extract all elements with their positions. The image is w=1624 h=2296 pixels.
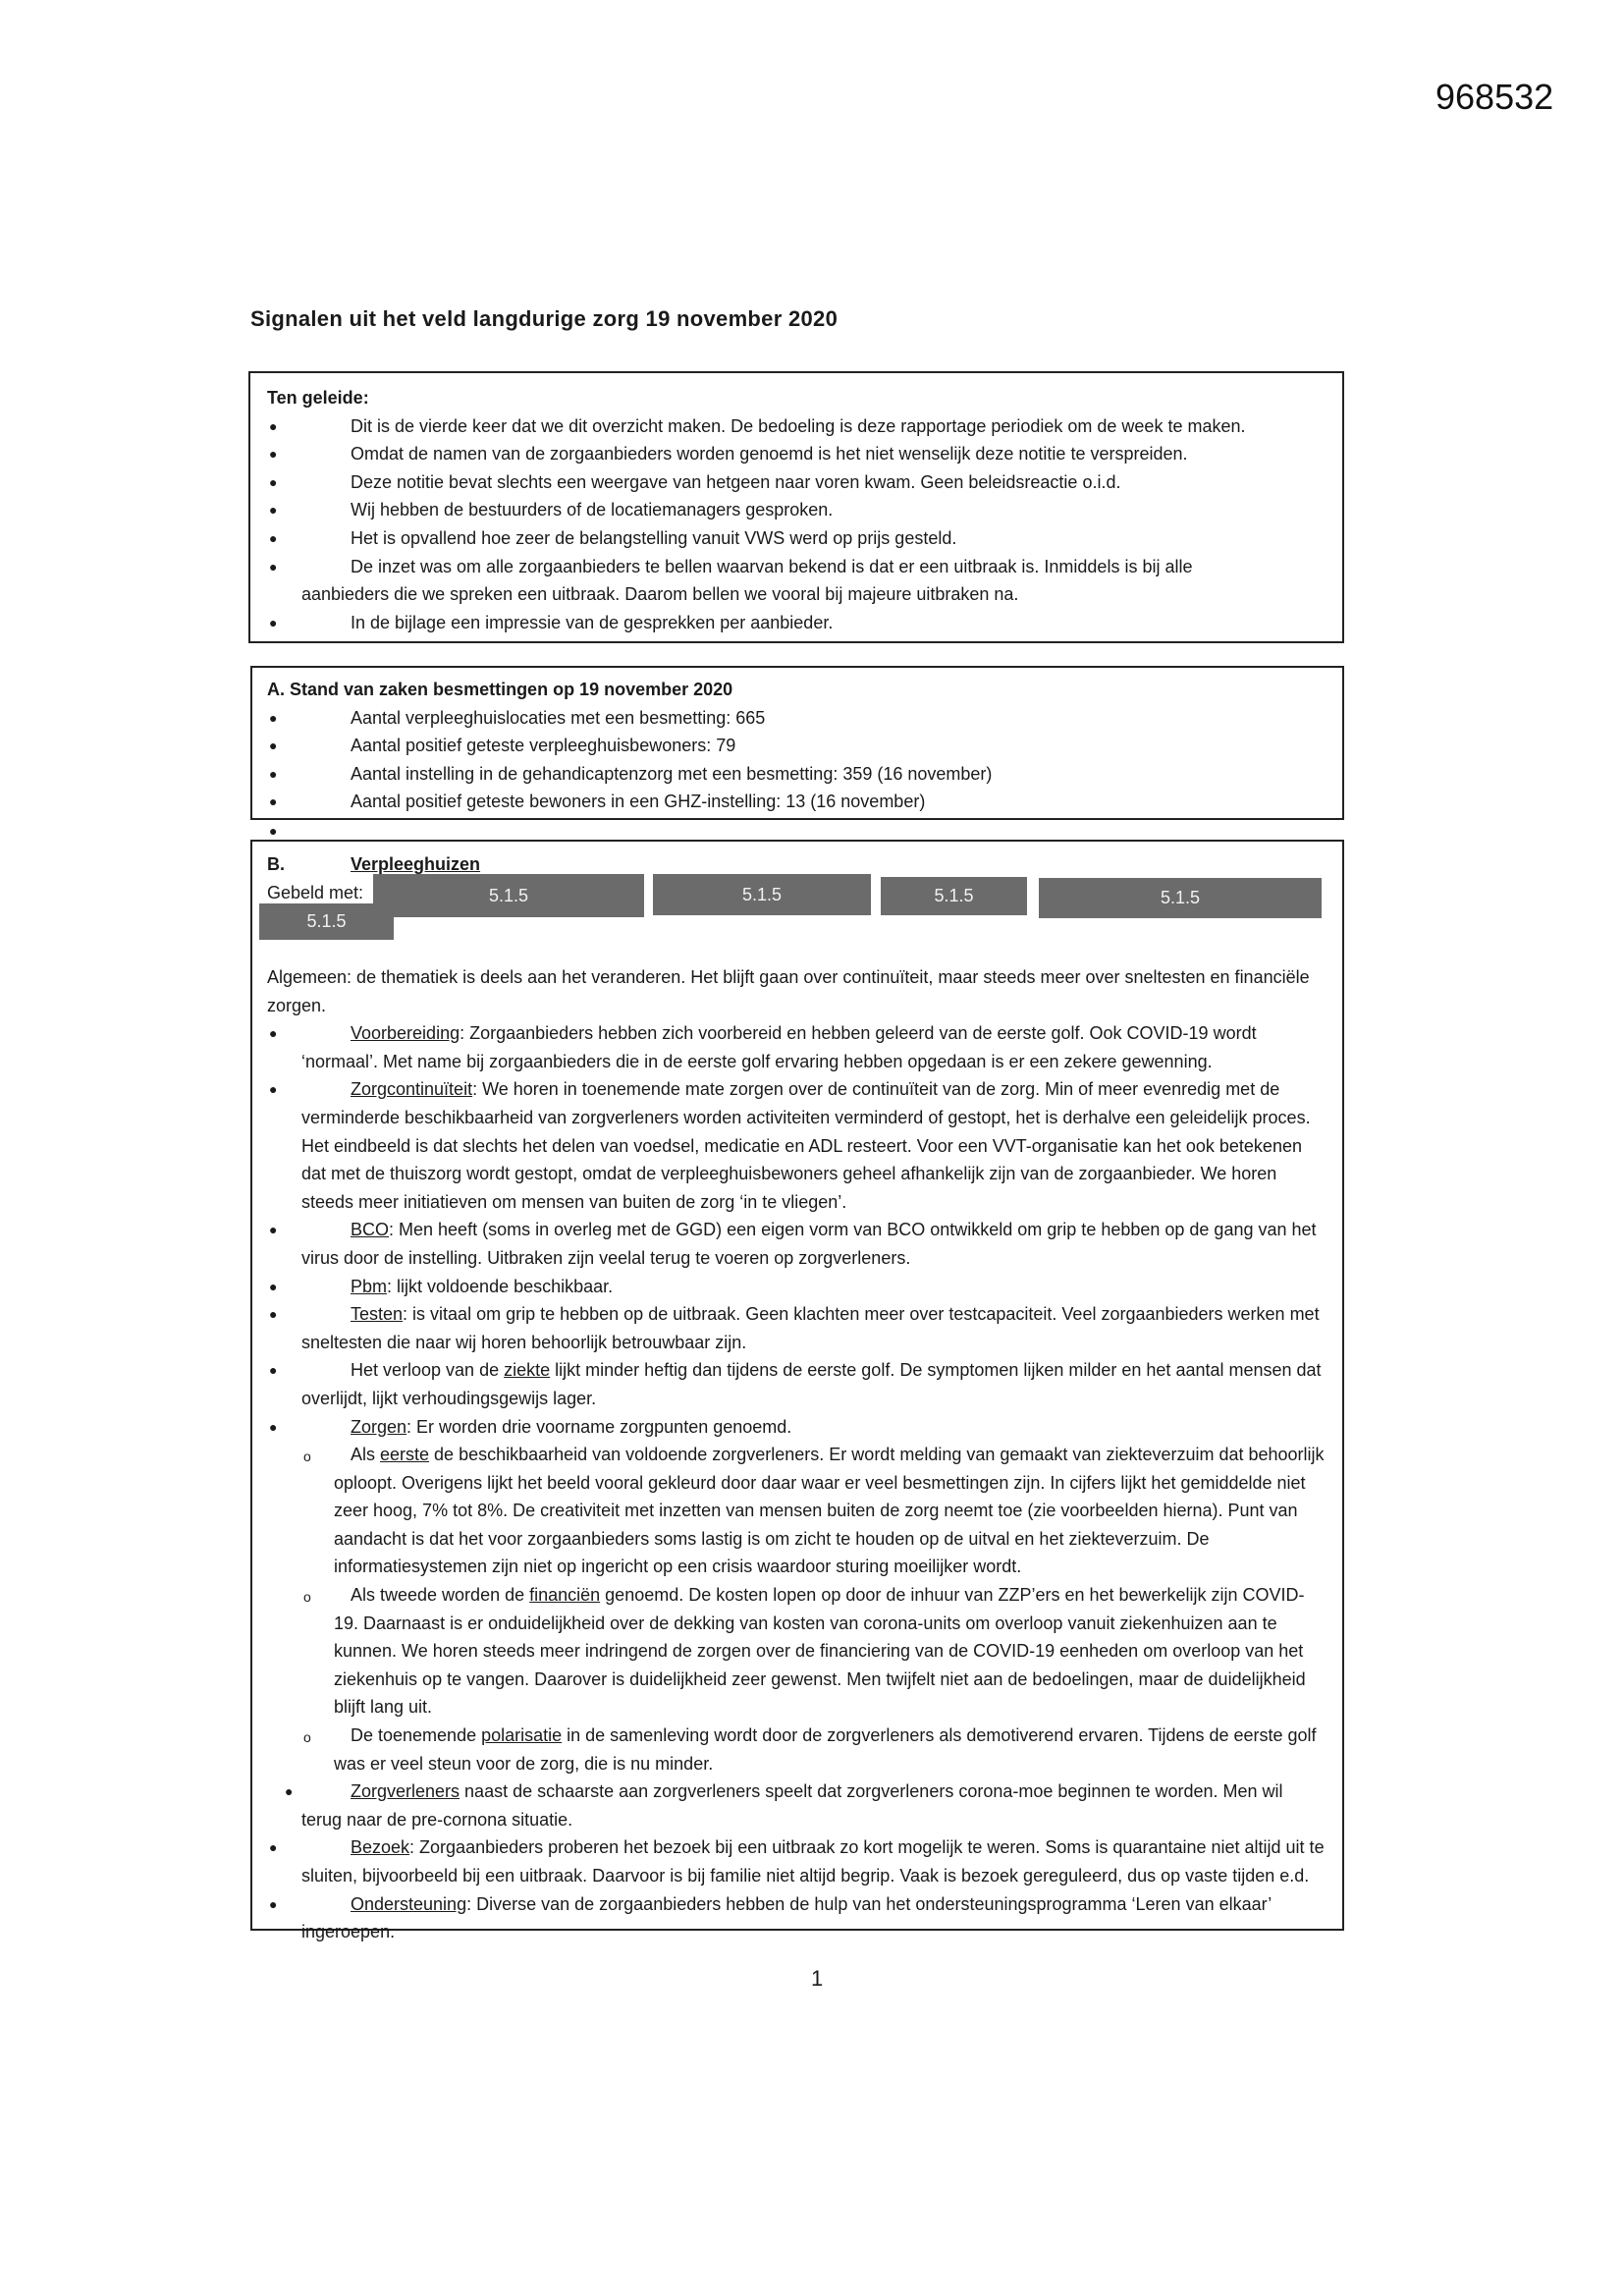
- page-title: Signalen uit het veld langdurige zorg 19 november 2020: [250, 306, 839, 331]
- bullet-icon: ●: [269, 446, 278, 463]
- item-text: : lijkt voldoende beschikbaar.: [387, 1276, 614, 1296]
- bullet-icon: ●: [269, 502, 278, 519]
- bullet-icon: ●: [269, 1222, 278, 1238]
- redaction-box: 5.1.5: [259, 903, 394, 940]
- bullet-icon: ●: [269, 417, 278, 434]
- item-term: Testen: [351, 1304, 404, 1325]
- general-paragraph: Algemeen: de thematiek is deels aan het veranderen. Het blijft gaan over continuïteit, maar steeds meer over sneltesten en financiële zorgen.: [267, 967, 1310, 1015]
- bullet-icon: ●: [269, 1418, 278, 1435]
- subitem-text: genoemd. De kosten lopen op door de inhuur van ZZP’ers en het bewerkelijk zijn COVID-19. Daarnaast is er onduidelijkheid over de dekking van kosten van corona-units om overloop vanuit ziekenhuizen aan te kunnen. We horen steeds meer indringend de zorgen over de financiering van de COVID-19 eenheden om overloop van het ziekenhuis op te vangen. Daarover is duidelijkheid zeer gewenst. Men twijfelt niet aan de bedoelingen, maar de duidelijkheid blijft lang uit.: [334, 1585, 1306, 1718]
- bullet-icon: ●: [269, 709, 278, 726]
- bullet-icon: ●: [269, 765, 278, 782]
- list-item: Dit is de vierde keer dat we dit overzicht maken. De bedoeling is deze rapportage periodiek om de week te maken.: [351, 415, 1246, 436]
- redaction-box: 5.1.5: [1039, 878, 1322, 918]
- list-item: Aantal instelling in de gehandicaptenzorg met een besmetting: 359 (16 november): [351, 763, 993, 784]
- redaction-box: 5.1.5: [373, 874, 644, 917]
- subitem-pre: Als: [351, 1445, 381, 1465]
- bullet-icon: ●: [269, 614, 278, 630]
- item-text: : Er worden drie voorname zorgpunten genoemd.: [406, 1416, 792, 1437]
- bullet-icon: ●: [269, 823, 278, 839]
- circle-bullet-icon: o: [303, 1729, 311, 1746]
- item-text: lijkt minder heftig dan tijdens de eerste golf. De symptomen lijken milder en het aantal mensen dat overlijdt, lijkt verhoudingsgewijs lager.: [301, 1360, 1322, 1408]
- section-a: [0, 676, 1335, 816]
- bullet-icon: ●: [269, 738, 278, 754]
- list-item: Aantal positief geteste verpleeghuisbewoners: 79: [351, 736, 736, 756]
- item-text: : is vitaal om grip te hebben op de uitbraak. Geen klachten meer over testcapaciteit. Veel zorgaanbieders werken met sneltesten die naar wij horen behoorlijk betrouwbaar zijn.: [301, 1304, 1320, 1352]
- circle-bullet-icon: o: [303, 1449, 311, 1465]
- item-term: Voorbereiding: [351, 1023, 460, 1044]
- item-text: : Men heeft (soms in overleg met de GGD) een eigen vorm van BCO ontwikkeld om grip te hebben op de gang van het virus door de instelling. Uitbraken zijn veelal terug te voeren op zorgverleners.: [301, 1220, 1317, 1268]
- item-term: Pbm: [351, 1276, 388, 1296]
- item-text: : We horen in toenemende mate zorgen over de continuïteit van de zorg. Min of meer evenredig met de verminderde beschikbaarheid van zorgverleners worden activiteiten verminderd of gestopt, het is derhalve een geleidelijk proces. Het eindbeeld is dat slechts het delen van voedsel, medicatie en ADL resteert. Voor een VVT-organisatie kan het ook betekenen dat met de thuiszorg wordt gestopt, omdat de verpleeghuisbewoners geheel afhankelijk zijn van de zorgaanbieder. We horen steeds meer initiatieven om mensen van buiten de zorg ‘in te vliegen’.: [301, 1079, 1311, 1212]
- section-b-heading: Verpleeghuizen: [351, 854, 481, 874]
- subitem-term: polarisatie: [481, 1725, 563, 1746]
- document-id: 968532: [1435, 77, 1554, 117]
- section-b-body: [0, 963, 1327, 1946]
- item-term: Ondersteuning: [351, 1893, 467, 1914]
- bullet-icon: ●: [269, 1081, 278, 1098]
- item-term: BCO: [351, 1220, 390, 1240]
- item-term: Zorgcontinuïteit: [351, 1079, 473, 1100]
- bullet-icon: ●: [269, 473, 278, 490]
- list-item: De inzet was om alle zorgaanbieders te bellen waarvan bekend is dat er een uitbraak is. Inmiddels is bij alle aanbieders die we spreken een uitbraak. Daarom bellen we vooral bij majeure uitbraken na.: [301, 556, 1193, 605]
- bullet-icon: ●: [269, 529, 278, 546]
- subitem-pre: De toenemende: [351, 1725, 482, 1746]
- list-item: Het is opvallend hoe zeer de belangstelling vanuit VWS werd op prijs gesteld.: [351, 527, 957, 548]
- item-term: ziekte: [504, 1360, 551, 1381]
- intro-heading: Ten geleide:: [267, 388, 369, 408]
- bullet-icon: ●: [269, 1362, 278, 1379]
- subitem-term: eerste: [380, 1445, 430, 1465]
- circle-bullet-icon: o: [303, 1589, 311, 1606]
- bullet-icon: ●: [269, 1278, 278, 1294]
- bullet-icon: ●: [285, 1783, 294, 1800]
- list-item: Omdat de namen van de zorgaanbieders worden genoemd is het niet wenselijk deze notitie te verspreiden.: [351, 444, 1188, 465]
- item-text: naast de schaarste aan zorgverleners speelt dat zorgverleners corona-moe beginnen te worden. Men wil terug naar de pre-cornona situatie.: [301, 1781, 1283, 1830]
- item-text: : Diverse van de zorgaanbieders hebben de hulp van het ondersteuningsprogramma ‘Leren van elkaar’ ingeroepen.: [301, 1893, 1272, 1942]
- item-term: Bezoek: [351, 1837, 410, 1858]
- list-item: In de bijlage een impressie van de gesprekken per aanbieder.: [351, 612, 834, 632]
- intro-section: [0, 384, 1335, 636]
- section-b-letter: B.: [267, 854, 285, 874]
- bullet-icon: ●: [269, 1025, 278, 1042]
- subitem-pre: Als tweede worden de: [351, 1585, 530, 1606]
- item-text: : Zorgaanbieders hebben zich voorbereid en hebben geleerd van de eerste golf. Ook COVID-19 wordt ‘normaal’. Met name bij zorgaanbieders die in de eerste golf ervaring hebben opgedaan is er een zekere gewenning.: [301, 1023, 1257, 1071]
- called-label: Gebeld met:: [267, 882, 364, 902]
- page-number: 1: [811, 1966, 824, 1991]
- section-a-heading: A. Stand van zaken besmettingen op 19 november 2020: [267, 680, 733, 699]
- item-pre: Het verloop van de: [351, 1360, 505, 1381]
- subitem-term: financiën: [529, 1585, 601, 1606]
- bullet-icon: ●: [269, 793, 278, 810]
- subitem-text: de beschikbaarheid van voldoende zorgverleners. Er wordt melding van gemaakt van ziekteverzuim dat behoorlijk oploopt. Overigens lijkt het beeld vooral gekleurd door daar waar er veel besmettingen zijn. In cijfers lijkt het gemiddelde niet zeer hoog, 7% tot 8%. De creativiteit met inzetten van mensen buiten de zorg neemt toe (zie voorbeelden hierna). Punt van aandacht is dat het voor zorgaanbieders soms lastig is om zicht te houden op de uitval en het ziekteverzuim. De informatiesystemen zijn niet op ingericht op een crisis waardoor sturing moeilijker wordt.: [334, 1445, 1325, 1577]
- bullet-icon: ●: [269, 558, 278, 574]
- bullet-icon: ●: [269, 1306, 278, 1323]
- list-item: Aantal positief geteste bewoners in een GHZ-instelling: 13 (16 november): [351, 792, 926, 812]
- bullet-icon: ●: [269, 1839, 278, 1856]
- list-item: Wij hebben de bestuurders of de locatiemanagers gesproken.: [351, 500, 834, 520]
- item-term: Zorgverleners: [351, 1781, 460, 1802]
- redaction-box: 5.1.5: [881, 877, 1027, 915]
- list-item: Deze notitie bevat slechts een weergave van hetgeen naar voren kwam. Geen beleidsreactie o.i.d.: [351, 471, 1121, 492]
- item-text: : Zorgaanbieders proberen het bezoek bij een uitbraak zo kort mogelijk te weren. Soms is quarantaine niet altijd uit te sluiten, bijvoorbeeld bij een uitbraak. Daarvoor is bij familie niet altijd begrip. Vaak is bezoek gereguleerd, dus op vaste tijden e.d.: [301, 1837, 1325, 1886]
- bullet-icon: ●: [269, 1895, 278, 1912]
- redaction-box: 5.1.5: [653, 874, 871, 915]
- subitem-text: in de samenleving wordt door de zorgverleners als demotiverend ervaren. Tijdens de eerste golf was er veel steun voor de zorg, die is nu minder.: [334, 1725, 1317, 1774]
- item-term: Zorgen: [351, 1416, 407, 1437]
- list-item: Aantal verpleeghuislocaties met een besmetting: 665: [351, 707, 766, 728]
